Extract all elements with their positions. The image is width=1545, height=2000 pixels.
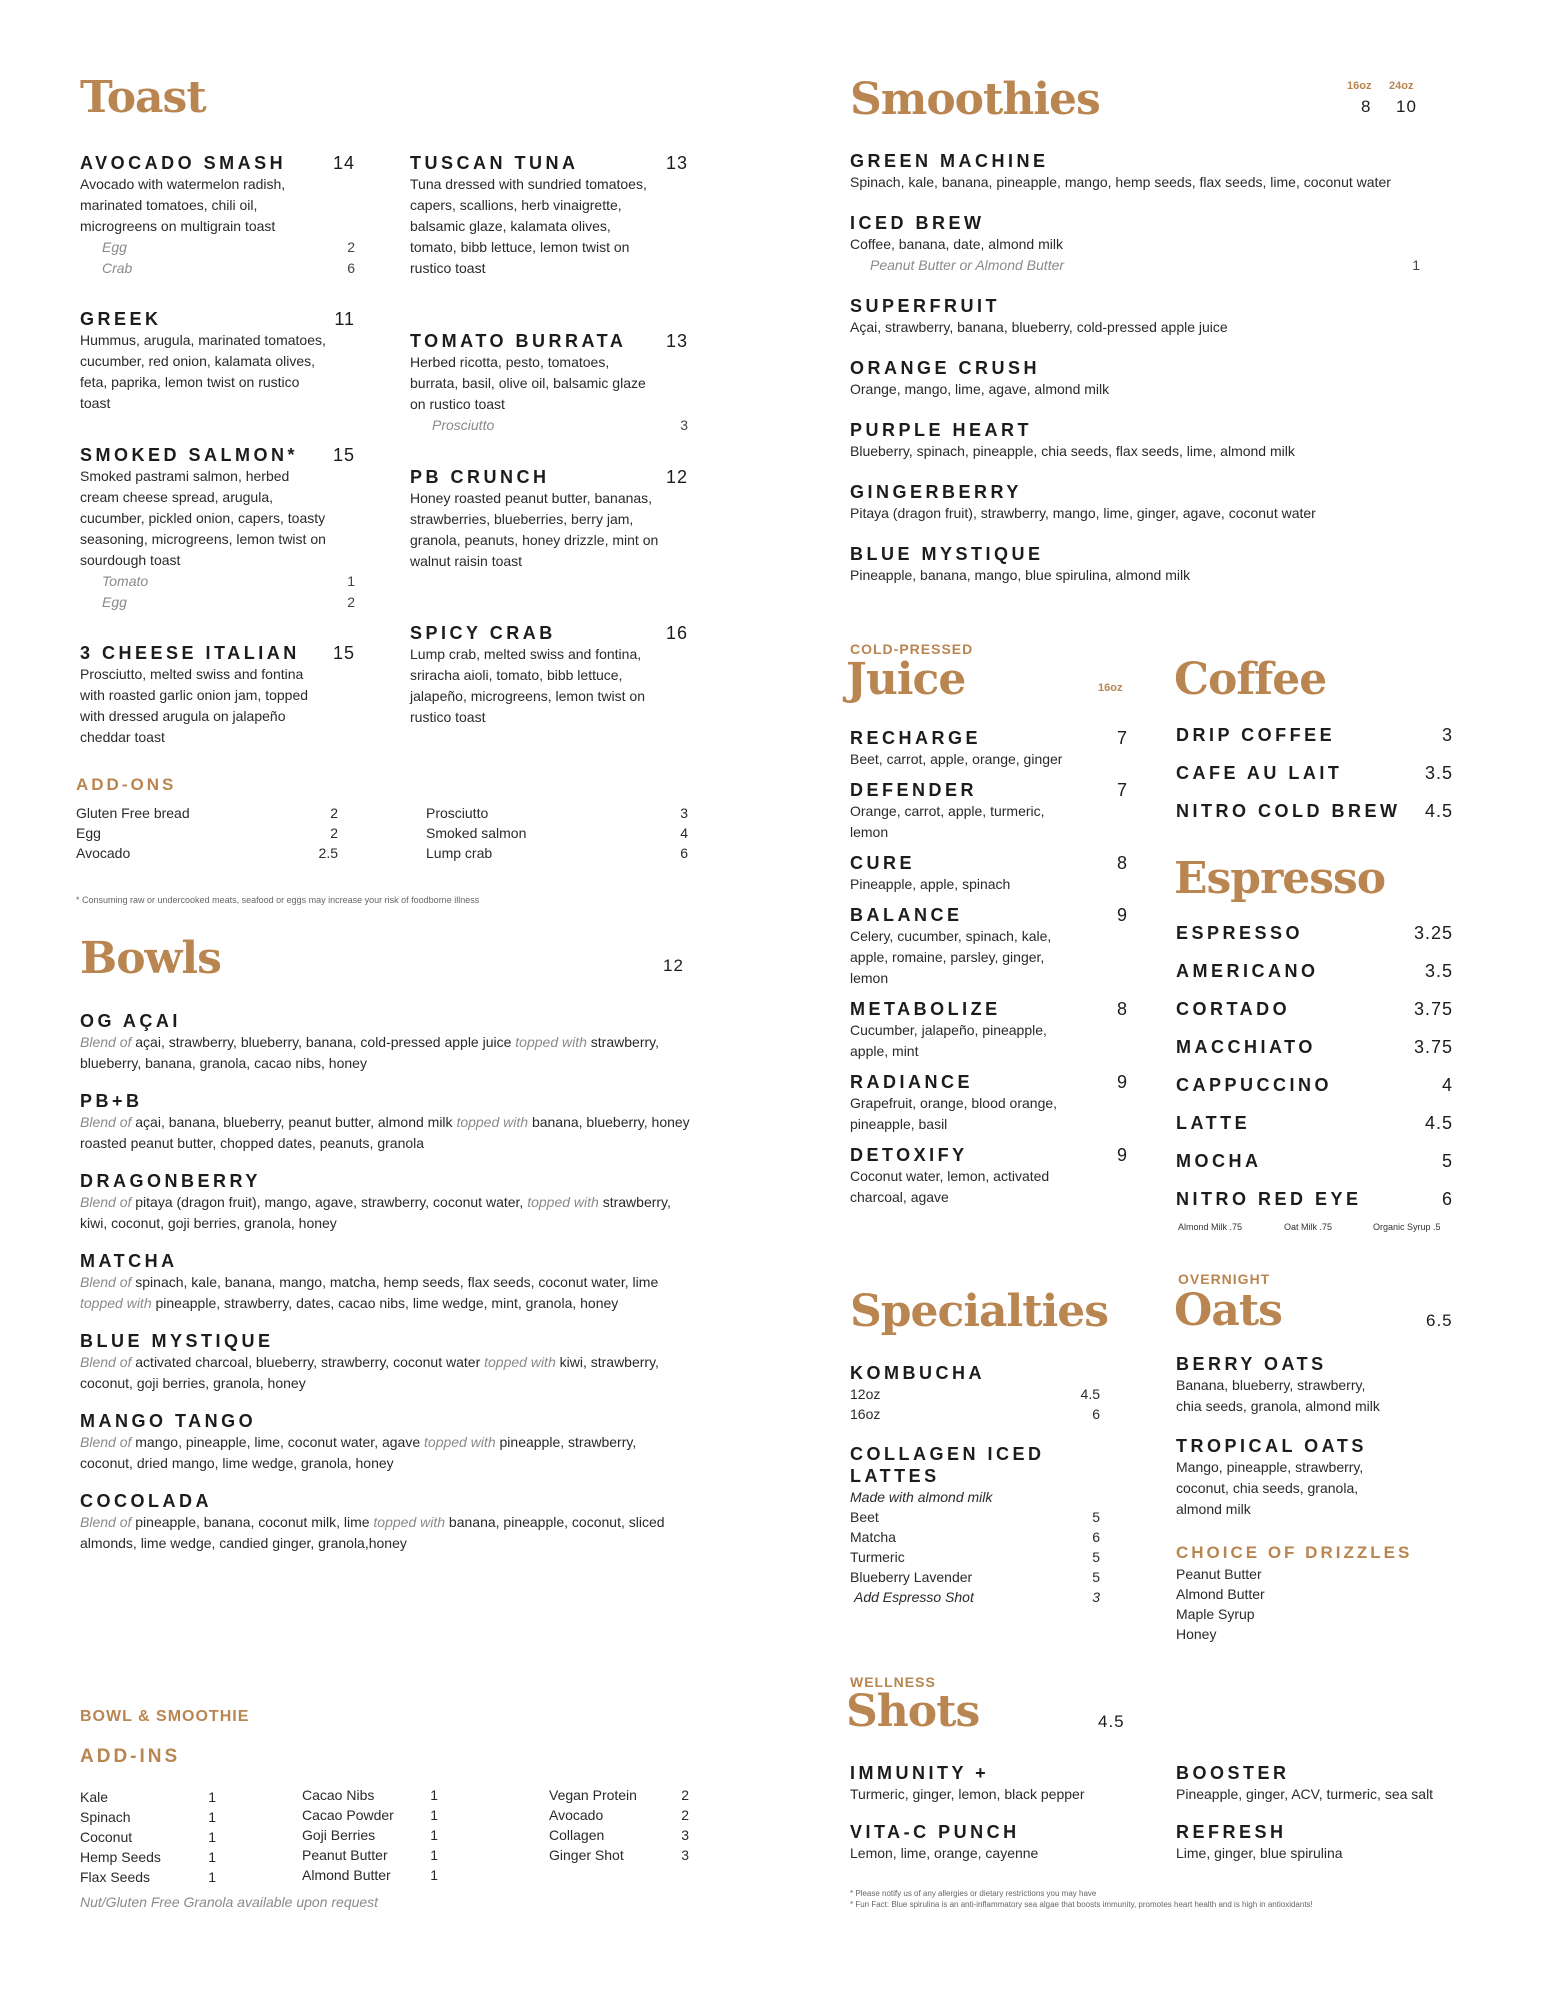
item-desc: Turmeric, ginger, lemon, black pepper [850,1786,1085,1802]
drizzle-item: Almond Butter [1176,1586,1265,1602]
coffee-item [1176,724,1453,762]
item-name: SPICY CRAB [410,623,556,643]
item-name: GINGERBERRY [850,482,1022,502]
addins-title: ADD-INS [80,1746,181,1767]
item-desc: Pineapple, banana, mango, blue spirulina, almond milk [850,567,1191,583]
smoothies-title: Smoothies [850,74,1100,125]
item-name: 3 CHEESE ITALIAN [80,643,300,663]
espresso-list [1176,922,1453,1218]
item-price: 15 [332,445,355,465]
item-desc: Grapefruit, orange, blood orange, pineapple, basil [850,1095,1058,1132]
drizzle-item: Peanut Butter [1176,1566,1262,1582]
addin-row: Almond Butter 1 [302,1867,438,1883]
item-name: MOCHA [1176,1151,1262,1171]
item-desc: Blend of activated charcoal, blueberry, strawberry, coconut water topped with kiwi, strawberry, coconut, goji berries, granola, honey [80,1354,659,1391]
coffee-item [1176,800,1453,838]
coffee-item [1176,762,1453,800]
item-name: ICED BREW [850,213,985,233]
smoothie-item [850,150,1420,193]
item-name: DEFENDER [850,780,978,800]
item-desc: Smoked pastrami salmon, herbed cream cheese spread, arugula, cucumber, pickled onion, capers, toasty seasoning, microgreens, lemon twist on sourdough toast [80,468,326,568]
bowl-item [80,1010,690,1074]
item-price: 9 [1116,905,1128,925]
smoothie-size-16: 16oz [1347,80,1372,92]
addon-row: Gluten Free bread 2 [76,805,338,821]
item-name: VITA-C PUNCH [850,1822,1020,1842]
bowls-title: Bowls [80,933,221,984]
item-name: BALANCE [850,905,963,925]
item-name: TOMATO BURRATA [410,331,627,351]
item-name: MACCHIATO [1176,1037,1316,1057]
addins-pre: BOWL & SMOOTHIE [80,1708,250,1725]
option-row: Egg 2 [102,239,355,255]
item-desc: Coconut water, lemon, activated charcoal, agave [850,1168,1050,1205]
addin-row: Vegan Protein 2 [549,1787,689,1803]
addin-row: Flax Seeds 1 [80,1869,216,1885]
shots-pre: WELLNESS [850,1674,936,1690]
drizzles-title: CHOICE OF DRIZZLES [1176,1543,1413,1562]
item-name: NITRO COLD BREW [1176,801,1401,821]
item-desc: Blend of pitaya (dragon fruit), mango, agave, strawberry, coconut water, topped with strawberry, kiwi, coconut, goji berries, granola, honey [80,1194,671,1231]
option-row: 12oz 4.5 [850,1386,1100,1402]
smoothie-item [850,295,1420,338]
granola-note: Nut/Gluten Free Granola available upon request [80,1894,379,1910]
smoothie-item [850,212,1420,276]
toast-item-tomato-burrata [410,330,688,436]
item-name: BERRY OATS [1176,1354,1327,1374]
toast-item-smoked-salmon [80,444,355,613]
espresso-extra-oat: Oat Milk .75 [1284,1222,1333,1232]
toast-item-greek [80,308,355,414]
kombucha [850,1362,1100,1424]
bowls-list [80,1010,690,1554]
juice-item [850,904,1128,989]
item-name: DETOXIFY [850,1145,968,1165]
item-name: PB CRUNCH [410,467,550,487]
item-price: 3 [1441,725,1453,745]
item-desc: Beet, carrot, apple, orange, ginger [850,751,1063,767]
item-price: 11 [334,309,355,329]
espresso-extra-syrup: Organic Syrup .5 [1373,1222,1441,1232]
item-name: RADIANCE [850,1072,974,1092]
item-desc: Herbed ricotta, pesto, tomatoes, burrata, basil, olive oil, balsamic glaze on rustico toast [410,354,646,412]
bowl-item [80,1170,690,1234]
addin-row: Coconut 1 [80,1829,216,1845]
addins-col2 [302,1785,438,1885]
addin-row: Cacao Powder 1 [302,1807,438,1823]
addons-list-right [426,803,688,863]
option-row: Matcha 6 [850,1529,1100,1545]
item-name: LATTES [850,1466,940,1486]
juice-item [850,727,1128,770]
addon-row: Lump crab 6 [426,845,688,861]
item-name: PURPLE HEART [850,420,1033,440]
shot-item-refresh [1176,1821,1476,1864]
smoothie-price-16: 8 [1361,97,1372,116]
shots-title: Shots [846,1686,980,1737]
item-desc: Coffee, banana, date, almond milk [850,236,1063,252]
item-desc: Blend of mango, pineapple, lime, coconut water, agave topped with pineapple, strawberry, coconut, dried mango, lime wedge, granola, honey [80,1434,637,1471]
coffee-title: Coffee [1174,654,1327,705]
addin-row: Kale 1 [80,1789,216,1805]
item-desc: Tuna dressed with sundried tomatoes, capers, scallions, herb vinaigrette, balsamic glaze, kalamata olives, tomato, bibb lettuce, lemon twist on rustico toast [410,176,647,276]
addin-row: Hemp Seeds 1 [80,1849,216,1865]
item-price: 3.5 [1424,961,1453,981]
espresso-item [1176,960,1453,998]
item-name: LATTE [1176,1113,1251,1133]
specialties-title: Specialties [850,1286,1109,1337]
bowl-item [80,1250,690,1314]
addins-col1 [80,1787,216,1887]
item-desc: Mango, pineapple, strawberry, coconut, chia seeds, granola, almond milk [1176,1459,1364,1517]
item-desc: Celery, cucumber, spinach, kale, apple, romaine, parsley, ginger, lemon [850,928,1052,986]
option-row: 16oz 6 [850,1406,1100,1422]
juice-list [850,727,1128,1208]
item-price: 4.5 [1424,801,1453,821]
item-name: CURE [850,853,916,873]
addon-row: Egg 2 [76,825,338,841]
item-price: 7 [1116,728,1128,748]
item-name: CORTADO [1176,999,1291,1019]
smoothie-item [850,419,1420,462]
item-name: NITRO RED EYE [1176,1189,1362,1209]
item-price: 8 [1116,853,1128,873]
item-name: METABOLIZE [850,999,1001,1019]
item-price: 4.5 [1424,1113,1453,1133]
item-desc: Prosciutto, melted swiss and fontina with roasted garlic onion jam, topped with dressed arugula on jalapeño cheddar toast [80,666,309,745]
juice-size: 16oz [1098,682,1123,694]
addin-row: Spinach 1 [80,1809,216,1825]
bowl-item [80,1090,690,1154]
item-desc: Lime, ginger, blue spirulina [1176,1845,1343,1861]
item-price: 8 [1116,999,1128,1019]
smoothie-size-24: 24oz [1389,80,1414,92]
item-price: 16 [665,623,688,643]
espresso-item [1176,922,1453,960]
smoothie-item [850,543,1420,586]
item-name: BLUE MYSTIQUE [80,1331,274,1351]
addins-col3 [549,1785,689,1865]
item-desc: Spinach, kale, banana, pineapple, mango, hemp seeds, flax seeds, lime, coconut water [850,174,1391,190]
item-price: 3.75 [1413,999,1453,1019]
item-name: SMOKED SALMON* [80,445,299,465]
item-price: 6 [1441,1189,1453,1209]
toast-title: Toast [80,72,206,123]
juice-pre: COLD-PRESSED [850,641,974,657]
juice-item [850,1071,1128,1135]
addons-title: ADD-ONS [76,775,177,794]
item-name: OG AÇAI [80,1011,181,1031]
item-desc: Blend of açai, strawberry, blueberry, banana, cold-pressed apple juice topped with strawberry, blueberry, banana, granola, cacao nibs, honey [80,1034,659,1071]
item-name: DRIP COFFEE [1176,725,1336,745]
espresso-title: Espresso [1174,853,1386,904]
item-name: GREEK [80,309,162,329]
item-desc: Lump crab, melted swiss and fontina, sriracha aioli, tomato, bibb lettuce, jalapeño, microgreens, lemon twist on rustico toast [410,646,646,725]
bowl-item [80,1330,690,1394]
item-name: REFRESH [1176,1822,1287,1842]
shot-item-immunity [850,1762,1150,1805]
item-desc: Blend of spinach, kale, banana, mango, matcha, hemp seeds, flax seeds, coconut water, lime topped with pineapple, strawberry, dates, cacao nibs, lime wedge, mint, granola, honey [80,1274,659,1311]
item-name: COLLAGEN ICED [850,1444,1045,1464]
item-name: BLUE MYSTIQUE [850,544,1044,564]
juice-item [850,1144,1128,1208]
item-desc: Lemon, lime, orange, cayenne [850,1845,1039,1861]
footnote-fun-fact: * Fun Fact: Blue spirulina is an anti-inflammatory sea algae that boosts immunity, promotes heart health and is high in antioxidants! [850,1900,1313,1909]
item-name: DRAGONBERRY [80,1171,261,1191]
item-name: ESPRESSO [1176,923,1304,943]
addon-row: Smoked salmon 4 [426,825,688,841]
disclaimer: * Consuming raw or undercooked meats, seafood or eggs may increase your risk of foodborne illness [76,895,480,905]
item-price: 9 [1116,1072,1128,1092]
option-row: Blueberry Lavender 5 [850,1569,1100,1585]
bowl-item [80,1490,690,1554]
shot-item-booster [1176,1762,1476,1805]
item-name: COCOLADA [80,1491,212,1511]
oats-pre: OVERNIGHT [1178,1271,1271,1287]
toast-item-pb-crunch [410,466,688,572]
toast-item-tuscan-tuna [410,152,688,279]
espresso-item [1176,1036,1453,1074]
drizzle-item: Honey [1176,1626,1217,1642]
item-price: 5 [1441,1151,1453,1171]
item-name: CAPPUCCINO [1176,1075,1333,1095]
option-row: Beet 5 [850,1509,1100,1525]
espresso-extra-almond: Almond Milk .75 [1178,1222,1243,1232]
juice-item [850,779,1128,843]
item-name: RECHARGE [850,728,982,748]
item-name: KOMBUCHA [850,1363,985,1383]
juice-title: Juice [846,654,966,705]
oats-title: Oats [1174,1285,1282,1336]
collagen-lattes [850,1443,1100,1607]
drizzles-list [1176,1564,1265,1644]
juice-item [850,852,1128,895]
option-row: Egg 2 [102,594,355,610]
bowl-item [80,1410,690,1474]
shots-price: 4.5 [1098,1712,1125,1731]
item-desc: Orange, carrot, apple, turmeric, lemon [850,803,1045,840]
espresso-item [1176,1074,1453,1112]
smoothie-price-24: 10 [1396,97,1417,116]
addons-list-left [76,803,338,863]
oats-item [1176,1353,1416,1417]
espresso-item [1176,1150,1453,1188]
espresso-item [1176,998,1453,1036]
item-name: TUSCAN TUNA [410,153,579,173]
item-desc: Avocado with watermelon radish, marinated tomatoes, chili oil, microgreens on multigrain toast [80,176,286,234]
oats-price: 6.5 [1426,1311,1453,1330]
item-price: 14 [332,153,355,173]
item-price: 3.5 [1424,763,1453,783]
toast-item-avocado-smash [80,152,355,279]
item-desc: Banana, blueberry, strawberry, chia seeds, granola, almond milk [1176,1377,1380,1414]
option-row: Peanut Butter or Almond Butter 1 [870,257,1420,273]
item-price: 7 [1116,780,1128,800]
item-name: TROPICAL OATS [1176,1436,1367,1456]
option-row: Tomato 1 [102,573,355,589]
oats-item [1176,1435,1416,1520]
item-name: GREEN MACHINE [850,151,1049,171]
oats-list [1176,1353,1416,1520]
addin-row: Goji Berries 1 [302,1827,438,1843]
juice-item [850,998,1128,1062]
espresso-item [1176,1112,1453,1150]
item-name: IMMUNITY + [850,1763,990,1783]
item-name: PB+B [80,1091,143,1111]
option-row: Turmeric 5 [850,1549,1100,1565]
addin-row: Collagen 3 [549,1827,689,1843]
item-desc: Honey roasted peanut butter, bananas, strawberries, blueberries, berry jam, granola, peanuts, honey drizzle, mint on walnut raisin toast [410,490,659,569]
drizzle-item: Maple Syrup [1176,1606,1255,1622]
item-price: 3.25 [1413,923,1453,943]
addon-row: Prosciutto 3 [426,805,688,821]
item-desc: Blueberry, spinach, pineapple, chia seeds, flax seeds, lime, almond milk [850,443,1295,459]
item-desc: Pineapple, apple, spinach [850,876,1011,892]
item-price: 13 [665,153,688,173]
addon-row: Avocado 2.5 [76,845,338,861]
item-desc: Cucumber, jalapeño, pineapple, apple, mint [850,1022,1047,1059]
addin-row: Avocado 2 [549,1807,689,1823]
item-price: 9 [1116,1145,1128,1165]
item-desc: Açai, strawberry, banana, blueberry, cold-pressed apple juice [850,319,1228,335]
item-name: MANGO TANGO [80,1411,257,1431]
item-price: 4 [1441,1075,1453,1095]
item-desc: Orange, mango, lime, agave, almond milk [850,381,1110,397]
item-desc: Pineapple, ginger, ACV, turmeric, sea salt [1176,1786,1434,1802]
item-desc: Blend of açai, banana, blueberry, peanut butter, almond milk topped with banana, blueberry, honey roasted peanut butter, chopped dates, peanuts, granola [80,1114,690,1151]
coffee-list [1176,724,1453,838]
item-name: AMERICANO [1176,961,1319,981]
item-name: BOOSTER [1176,1763,1290,1783]
item-desc: Blend of pineapple, banana, coconut milk, lime topped with banana, pineapple, coconut, sliced almonds, lime wedge, candied ginger, granola,honey [80,1514,665,1551]
toast-item-spicy-crab [410,622,688,728]
addin-row: Cacao Nibs 1 [302,1787,438,1803]
espresso-item [1176,1188,1453,1218]
item-name: SUPERFRUIT [850,296,1001,316]
item-price: 12 [665,467,688,487]
item-price: 3.75 [1413,1037,1453,1057]
addin-row: Peanut Butter 1 [302,1847,438,1863]
smoothie-item [850,481,1420,524]
item-name: CAFE AU LAIT [1176,763,1343,783]
bowls-price: 12 [663,956,684,975]
collagen-note: Made with almond milk [850,1489,993,1505]
addin-row: Ginger Shot 3 [549,1847,689,1863]
footnote-allergies: * Please notify us of any allergies or dietary restrictions you may have [850,1889,1097,1898]
toast-item-3-cheese-italian [80,642,355,748]
smoothies-list [850,150,1420,586]
option-row: Prosciutto 3 [432,417,688,433]
item-price: 13 [665,331,688,351]
item-name: AVOCADO SMASH [80,153,287,173]
item-name: ORANGE CRUSH [850,358,1041,378]
item-name: MATCHA [80,1251,178,1271]
item-price: 15 [332,643,355,663]
espresso-shot-row: Add Espresso Shot 3 [854,1589,1100,1605]
option-row: Crab 6 [102,260,355,276]
item-desc: Hummus, arugula, marinated tomatoes, cucumber, red onion, kalamata olives, feta, paprika, lemon twist on rustico toast [80,332,326,411]
item-desc: Pitaya (dragon fruit), strawberry, mango, lime, ginger, agave, coconut water [850,505,1316,521]
shot-item-vita-c-punch [850,1821,1150,1864]
smoothie-item [850,357,1420,400]
